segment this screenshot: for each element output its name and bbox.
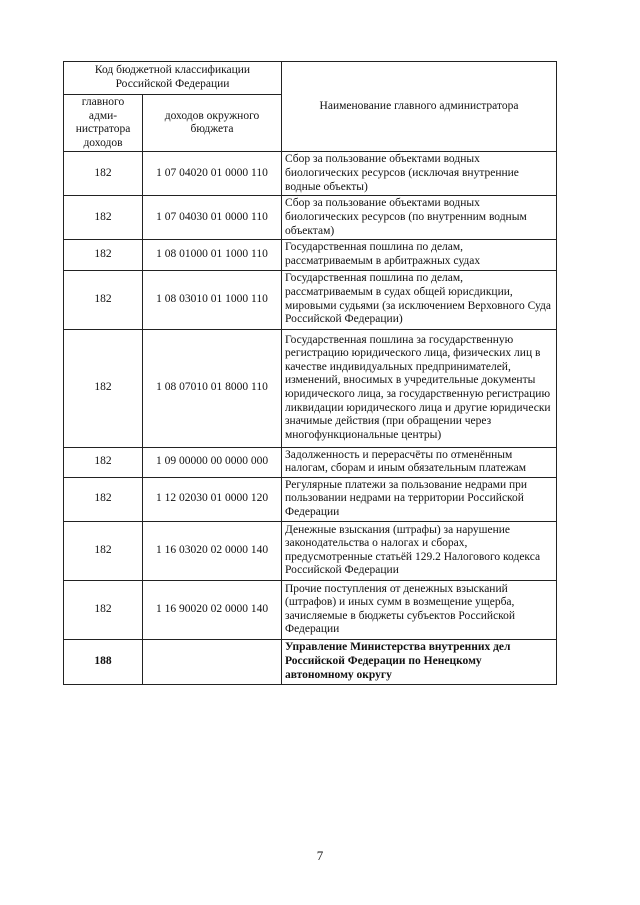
admin-code-cell: 182 [64,447,143,477]
table-row [64,447,557,477]
income-code-cell: 1 08 07010 01 8000 110 [143,329,282,447]
income-code-cell: 1 07 04030 01 0000 110 [143,196,282,240]
header-main-administrator: главного адми-нистратора доходов [64,95,143,152]
admin-code-cell: 182 [64,477,143,521]
table-row [64,477,557,521]
admin-code-cell: 182 [64,521,143,580]
income-code-cell [143,639,282,684]
income-code-cell: 1 08 03010 01 1000 110 [143,270,282,329]
admin-code-cell: 188 [64,639,143,684]
administrator-name-cell: Государственная пошлина по делам, рассматриваемым в судах общей юрисдикции, мировыми судьями (за исключением Верховного Суда Российской Федерации) [282,270,557,329]
income-code-cell: 1 16 90020 02 0000 140 [143,580,282,639]
page-number: 7 [316,848,324,863]
header-district-budget-income: доходов окружного бюджета [143,95,282,152]
income-code-cell: 1 12 02030 01 0000 120 [143,477,282,521]
administrator-name-cell: Задолженность и перерасчёты по отменённым налогам, сборам и иным обязательным платежам [282,447,557,477]
admin-code-cell: 182 [64,240,143,270]
table-row [64,639,557,684]
income-code-cell: 1 08 01000 01 1000 110 [143,240,282,270]
admin-code-cell: 182 [64,580,143,639]
table-row [64,196,557,240]
budget-classification-table [63,61,557,685]
admin-code-cell: 182 [64,152,143,196]
income-code-cell: 1 07 04020 01 0000 110 [143,152,282,196]
administrator-name-cell: Сбор за пользование объектами водных биологических ресурсов (по внутренним водным объектам) [282,196,557,240]
administrator-name-cell: Государственная пошлина по делам, рассматриваемым в арбитражных судах [282,240,557,270]
administrator-name-cell: Прочие поступления от денежных взысканий (штрафов) и иных сумм в возмещение ущерба, зачисляемые в бюджеты субъектов Российской Федерации [282,580,557,639]
table-row [64,580,557,639]
administrator-name-cell: Сбор за пользование объектами водных биологических ресурсов (исключая внутренние водные объекты) [282,152,557,196]
admin-code-cell: 182 [64,329,143,447]
admin-code-cell: 182 [64,270,143,329]
administrator-name-cell: Управление Министерства внутренних дел Российской Федерации по Ненецкому автономному округу [282,639,557,684]
administrator-name-cell: Денежные взыскания (штрафы) за нарушение законодательства о налогах и сборах, предусмотренные статьёй 129.2 Налогового кодекса Российской Федерации [282,521,557,580]
income-code-cell: 1 09 00000 00 0000 000 [143,447,282,477]
income-code-cell: 1 16 03020 02 0000 140 [143,521,282,580]
administrator-name-cell: Регулярные платежи за пользование недрами при пользовании недрами на территории Российской Федерации [282,477,557,521]
table-row [64,521,557,580]
table-row [64,152,557,196]
admin-code-cell: 182 [64,196,143,240]
header-classification-code: Код бюджетной классификации Российской Федерации [64,62,282,95]
table-row [64,270,557,329]
table-row [64,240,557,270]
header-administrator-name: Наименование главного администратора [282,62,557,152]
table-row [64,329,557,447]
administrator-name-cell: Государственная пошлина за государственную регистрацию юридического лица, физических лиц в качестве индивидуальных предпринимателей, изменений, вносимых в учредительные документы юридического лица, за государственную регистрацию ликвидации юридического лица и другие юридически значимые действия (при обращении через многофункциональные центры) [282,329,557,447]
